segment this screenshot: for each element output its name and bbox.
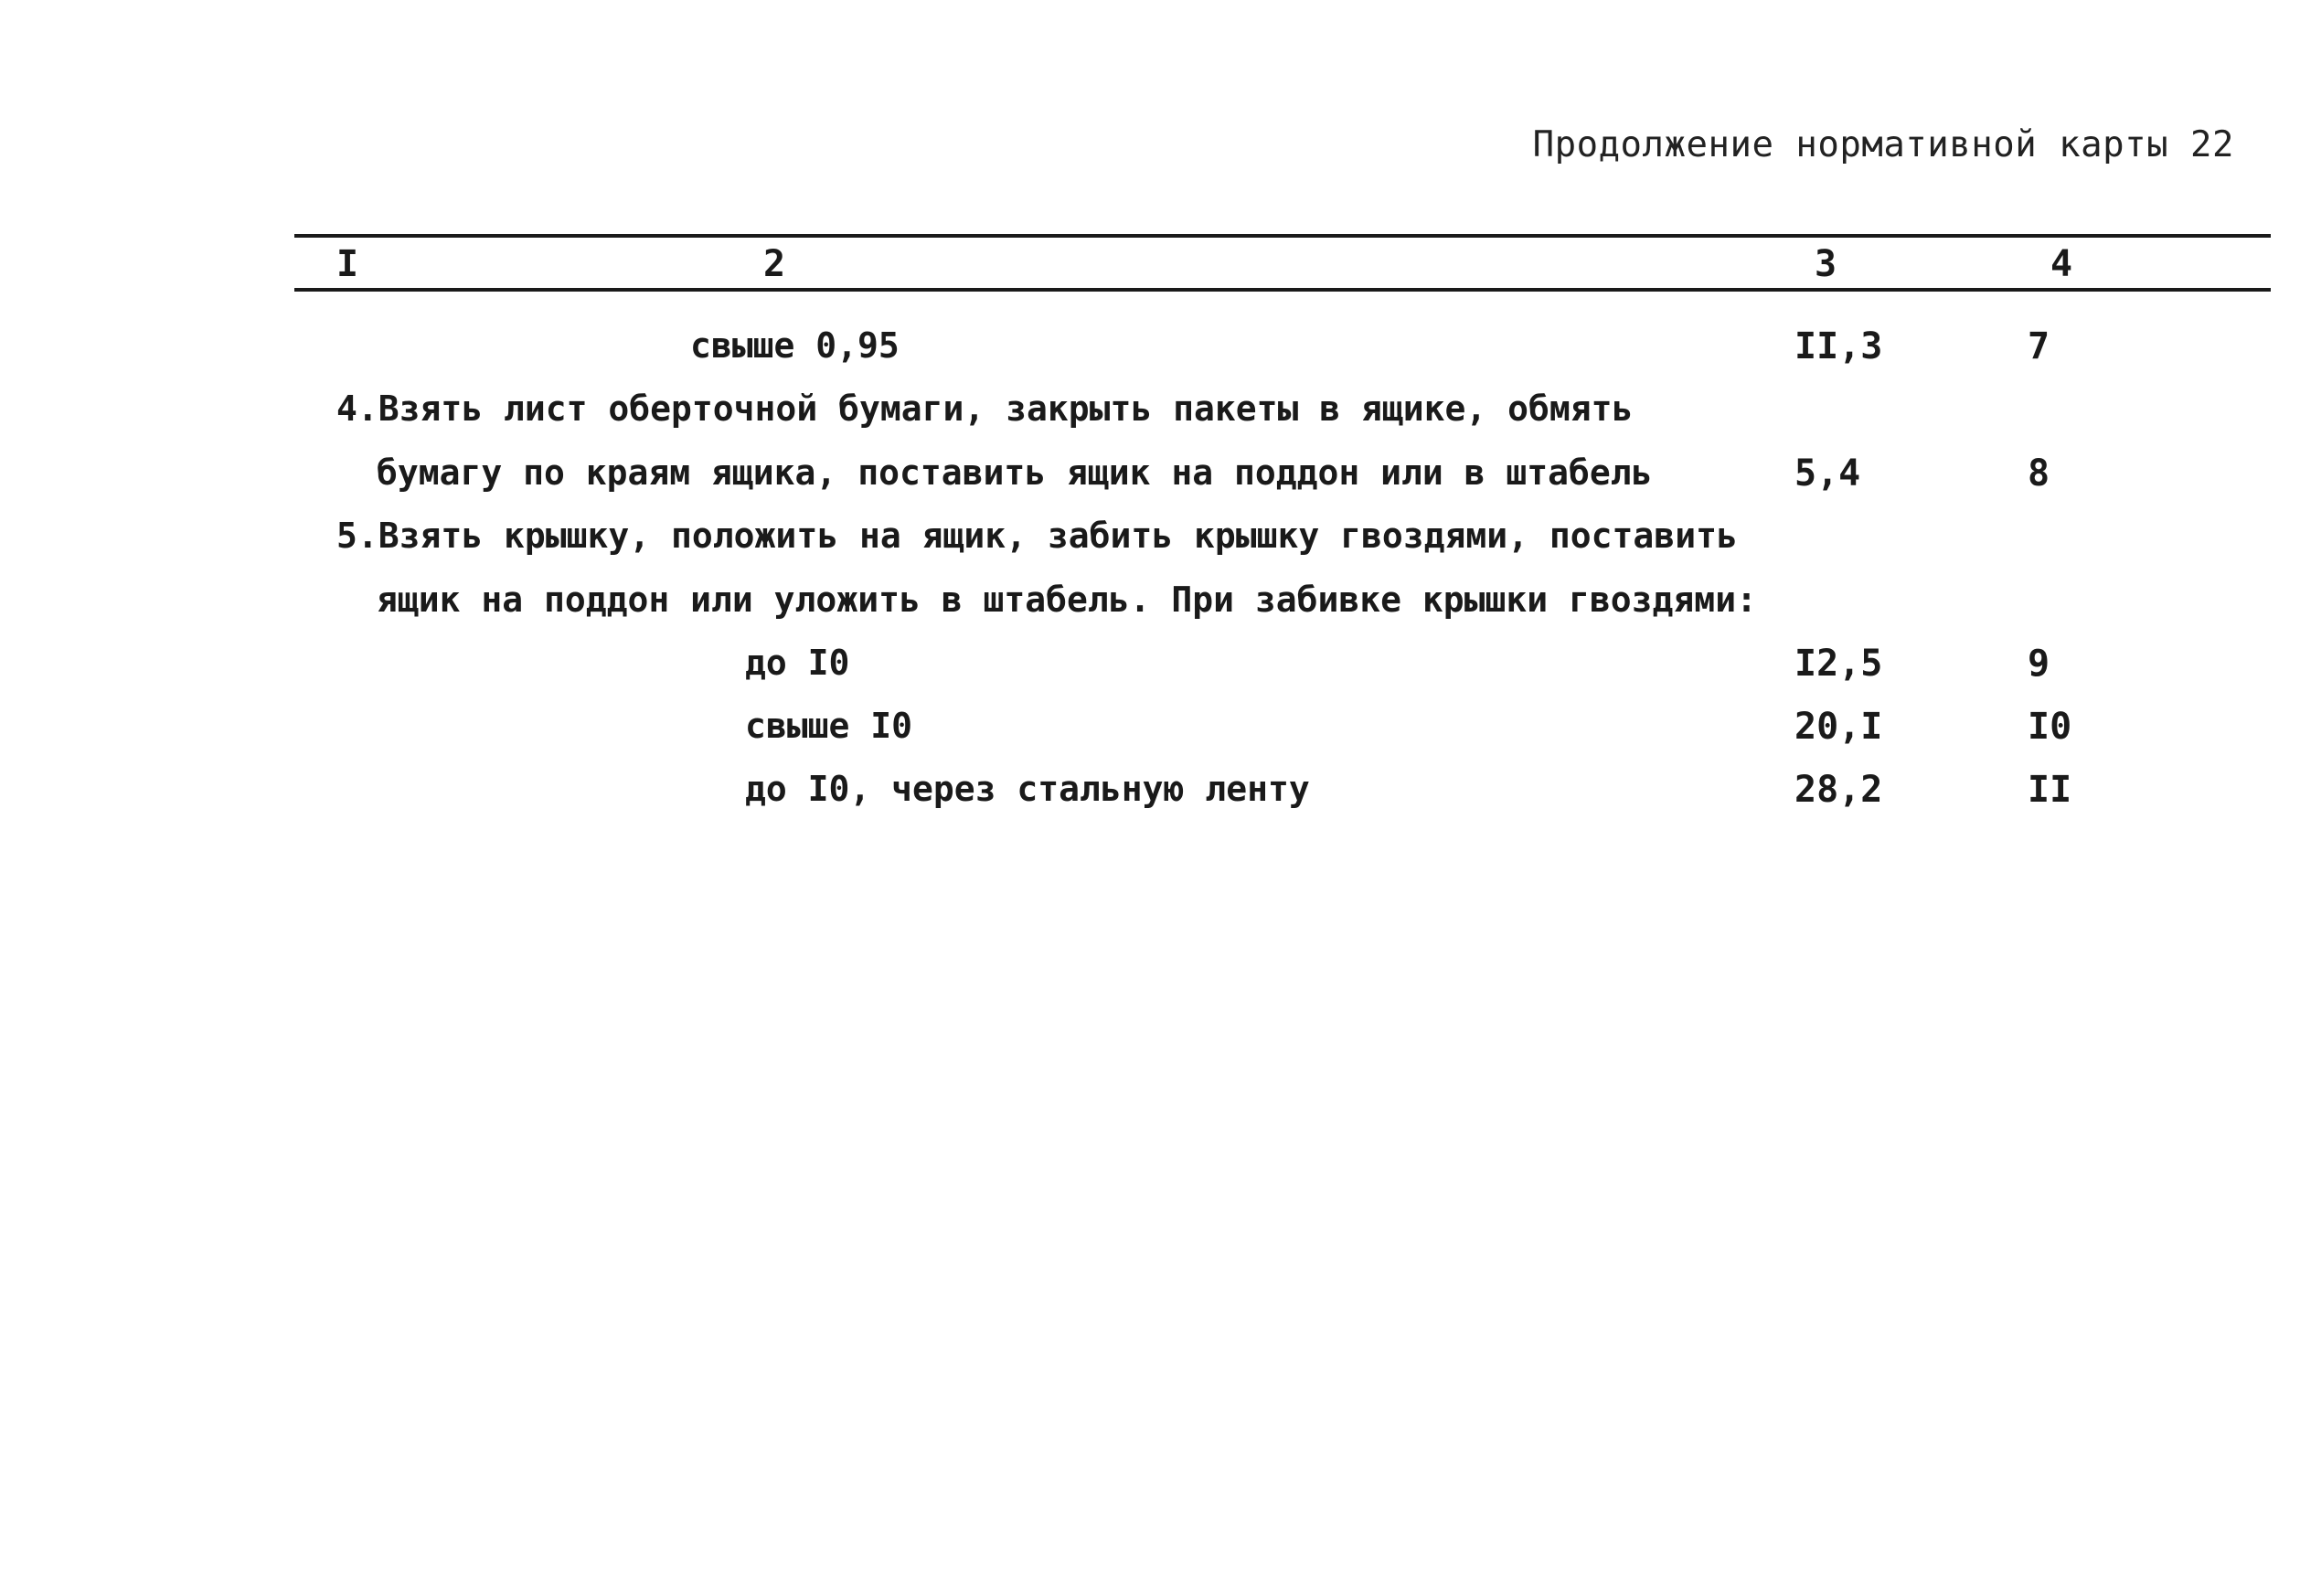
table-row-time: 5,4 bbox=[1794, 452, 1861, 495]
table-row-text: до I0 bbox=[745, 643, 850, 683]
column-header-2: 2 bbox=[763, 243, 786, 285]
page-title: Продолжение нормативной карты 22 bbox=[1532, 124, 2234, 165]
column-header-4: 4 bbox=[2050, 243, 2073, 285]
table-row-number: 9 bbox=[2028, 643, 2050, 685]
table-row-text: свыше I0 bbox=[745, 706, 913, 746]
table-row-number: 8 bbox=[2028, 452, 2050, 495]
table-row-number: II bbox=[2028, 769, 2072, 811]
table-row-number: I0 bbox=[2028, 706, 2072, 748]
table-header-rule bbox=[294, 288, 2271, 292]
table-row-time: I2,5 bbox=[1794, 643, 1883, 685]
table-row-text: 4.Взять лист оберточной бумаги, закрыть пакеты в ящике, обмять bbox=[336, 388, 1634, 429]
table-row-text: до I0, через стальную ленту bbox=[745, 769, 1310, 809]
column-header-3: 3 bbox=[1815, 243, 1837, 285]
table-row-time: II,3 bbox=[1794, 325, 1883, 367]
table-row-text: 5.Взять крышку, положить на ящик, забить крышку гвоздями, поставить bbox=[336, 516, 1738, 556]
table-row-text: свыше 0,95 bbox=[690, 325, 900, 366]
table-row-time: 20,I bbox=[1794, 706, 1883, 748]
table-row-text: бумагу по краям ящика, поставить ящик на поддон или в штабель bbox=[377, 452, 1653, 493]
table-top-rule bbox=[294, 234, 2271, 238]
table-row-time: 28,2 bbox=[1794, 769, 1883, 811]
column-header-1: I bbox=[336, 243, 359, 285]
table-row-text: ящик на поддон или уложить в штабель. При забивке крышки гвоздями: bbox=[377, 580, 1757, 620]
table-row-number: 7 bbox=[2028, 325, 2050, 367]
